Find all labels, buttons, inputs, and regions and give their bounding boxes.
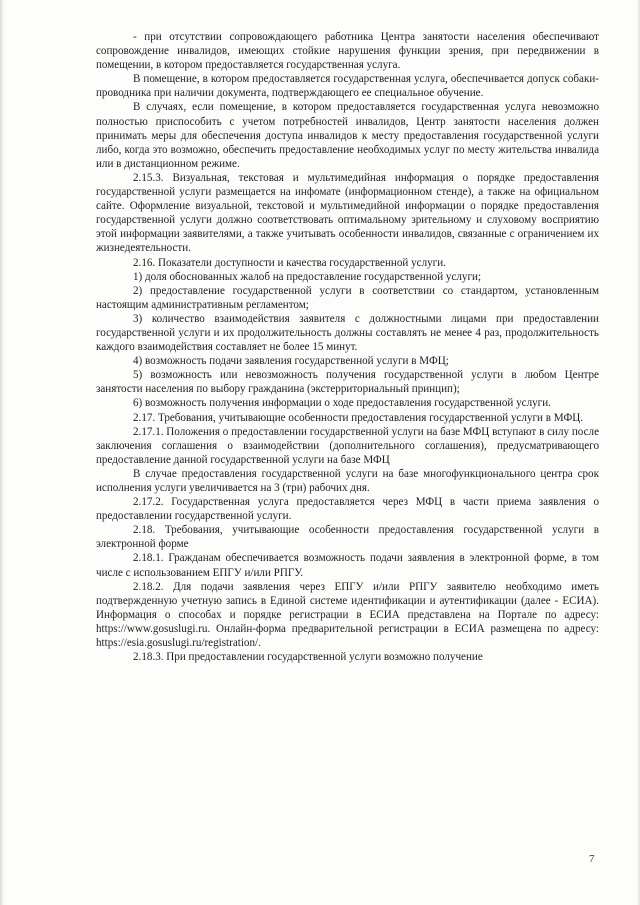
list-item: 3) количество взаимодействия заявителя с должностными лицами при предоставлении государственной услуги и их продолжительность должны составлять не менее 4 раз, продолжительность каждого взаимодействия составляет не более 15 минут. [96, 312, 599, 354]
body-text [96, 30, 599, 664]
paragraph: 2.17.1. Положения о предоставлении государственной услуги на базе МФЦ вступают в силу после заключения соглашения о взаимодействии (дополнительного соглашения), предусматривающего предоставление данной государственной услуги на базе МФЦ [96, 425, 599, 466]
paragraph: В случаях, если помещение, в котором предоставляется государственная услуга невозможно полностью приспособить с учетом потребностей инвалидов, Центр занятости населения должен принимать меры для обеспечения доступа инвалидов к месту предоставления государственной услуги либо, когда это возможно, обеспечить предоставление необходимых услуг по месту жительства инвалида или в дистанционном режиме. [96, 101, 599, 170]
list-item: 2) предоставление государственной услуги в соответствии со стандартом, установленным настоящим административным регламентом; [96, 284, 599, 311]
list-item: 5) возможность или невозможность получения государственной услуги в любом Центре занятости населения по выбору гражданина (экстерриториальный принцип); [96, 369, 599, 396]
paragraph: - при отсутствии сопровождающего работника Центра занятости населения обеспечивают сопровождение инвалидов, имеющих стойкие нарушения функции зрения, при передвижении в помещении, в котором предоставляется государственная услуга. [96, 31, 599, 72]
paragraph: В помещение, в котором предоставляется государственная услуга, обеспечивается допуск собаки-проводника при наличии документа, подтверждающего ее специальное обучение. [96, 73, 599, 100]
section-heading: 2.16. Показатели доступности и качества государственной услуги. [133, 256, 446, 269]
section-heading: 2.17. Требования, учитывающие особенности предоставления государственной услуги в МФЦ. [133, 411, 584, 424]
scan-shadow-left [0, 0, 4, 905]
list-item: 4) возможность подачи заявления государственной услуги в МФЦ; [133, 355, 449, 368]
paragraph: 2.18.3. При предоставлении государственной услуги возможно получение [133, 651, 483, 664]
paragraph: 2.15.3. Визуальная, текстовая и мультимедийная информация о порядке предоставления государственной услуги размещается на инфомате (информационном стенде), а также на официальном сайте. Оформление визуальной, текстовой и мультимедийной информации о порядке предоставления государственной услуги должно соответствовать оптимальному зрительному и слуховому восприятию этой информации заявителями, а также учитывать особенности инвалидов, связанные с ограничением их жизнедеятельности. [96, 171, 599, 255]
paragraph: 2.17.2. Государственная услуга предоставляется через МФЦ в части приема заявления о предоставлении государственной услуги. [96, 496, 599, 523]
paragraph: В случае предоставления государственной услуги на базе многофункционального центра срок исполнения услуги увеличивается на 3 (три) рабочих дня. [96, 467, 599, 494]
paragraph: 2.18.1. Гражданам обеспечивается возможность подачи заявления в электронной форме, в том числе с использованием ЕПГУ и/или РПГУ. [96, 552, 599, 579]
page-number: 7 [589, 853, 595, 865]
list-item: 6) возможность получения информации о ходе предоставления государственной услуги. [133, 397, 551, 410]
list-item: 1) доля обоснованных жалоб на предоставление государственной услуги; [133, 270, 482, 283]
section-heading: 2.18. Требования, учитывающие особенности предоставления государственной услуги в электронной форме [96, 524, 599, 551]
paragraph: 2.18.2. Для подачи заявления через ЕПГУ и/или РПГУ заявителю необходимо иметь подтвержденную учетную запись в Единой системе идентификации и аутентификации (далее - ЕСИА). Информация о способах и порядке регистрации в ЕСИА представлена на Портале по адресу: https://www.gosuslugi.ru. Онлайн-форма предварительной регистрации в ЕСИА размещена по адресу: https://esia.gosuslugi.ru/registration/. [96, 580, 599, 650]
